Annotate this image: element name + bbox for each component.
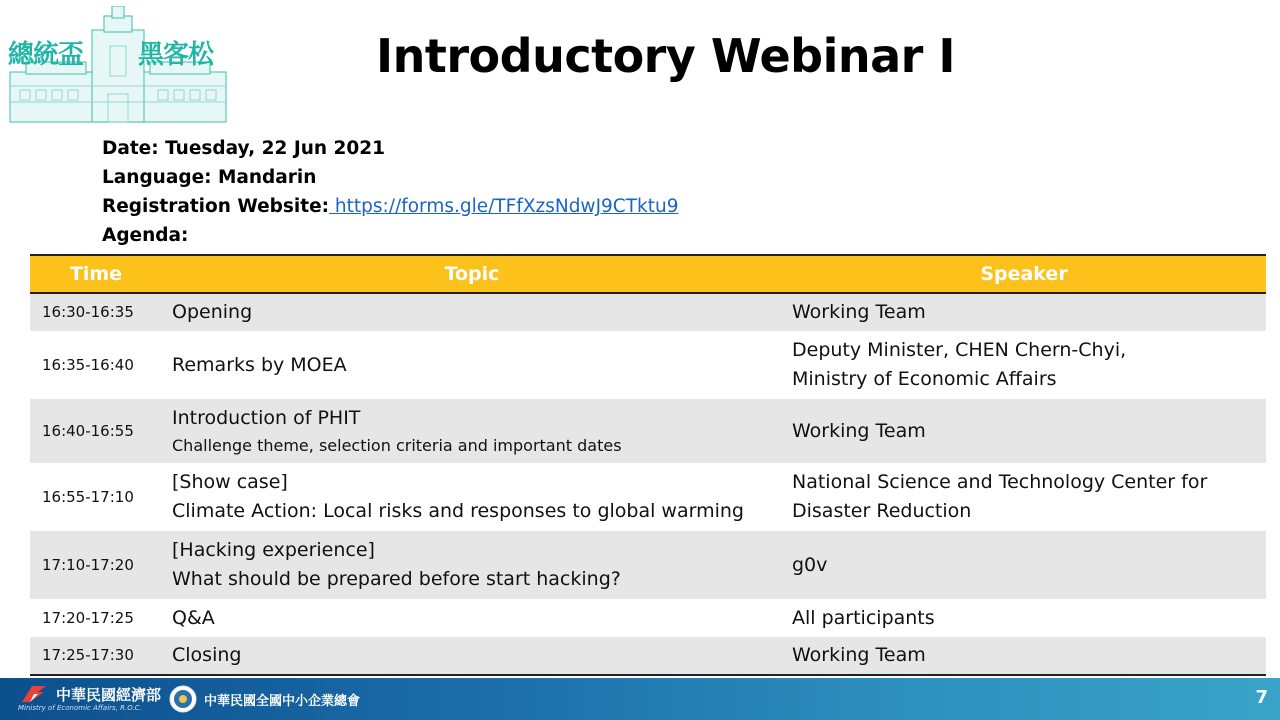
registration-line bbox=[102, 192, 678, 221]
page-title: Introductory Webinar I bbox=[376, 29, 955, 83]
table-row bbox=[30, 637, 1266, 675]
cell-speaker: Working Team bbox=[782, 637, 1266, 675]
cell-speaker bbox=[782, 331, 1266, 399]
cell-time: 17:10-17:20 bbox=[30, 531, 162, 599]
table-row bbox=[30, 331, 1266, 399]
logo-text-right: 黑客松 bbox=[138, 40, 214, 70]
table-row bbox=[30, 463, 1266, 531]
speaker-line: Deputy Minister, CHEN Chern-Chyi, bbox=[792, 339, 1127, 361]
event-info bbox=[102, 134, 678, 250]
cell-topic: Q&A bbox=[172, 606, 215, 629]
agenda-table bbox=[30, 254, 1266, 676]
header-topic: Topic bbox=[162, 255, 782, 293]
registration-label: Registration Website: bbox=[102, 196, 330, 217]
cell-time: 16:55-17:10 bbox=[42, 487, 134, 506]
cell-time: 16:40-16:55 bbox=[30, 399, 162, 463]
agenda-label: Agenda: bbox=[102, 225, 189, 246]
topic-subtitle: Challenge theme, selection criteria and important dates bbox=[172, 435, 622, 455]
logo-text-left: 總統盃 bbox=[8, 40, 84, 70]
speaker-line-2: Disaster Reduction bbox=[792, 500, 972, 522]
table-row bbox=[30, 599, 1266, 637]
registration-link[interactable]: https://forms.gle/TFfXzsNdwJ9CTktu9 bbox=[329, 196, 679, 217]
table-row bbox=[30, 531, 1266, 599]
cell-topic bbox=[162, 531, 782, 599]
table-row bbox=[30, 399, 1266, 463]
sme-association-emblem-icon bbox=[168, 684, 198, 714]
moea-name: 中華民國經濟部 bbox=[56, 686, 162, 704]
hackathon-logo bbox=[6, 6, 230, 126]
header-speaker: Speaker bbox=[782, 255, 1266, 293]
topic-line-2: What should be prepared before start hacking? bbox=[172, 568, 621, 590]
table-header-row bbox=[30, 255, 1266, 293]
cell-speaker bbox=[782, 463, 1266, 531]
moea-english-name: Ministry of Economic Affairs, R.O.C. bbox=[18, 704, 142, 712]
footer-bar bbox=[0, 678, 1280, 720]
sme-association-name: 中華民國全國中小企業總會 bbox=[204, 694, 361, 709]
cell-speaker: Working Team bbox=[782, 399, 1266, 463]
date-line: Date: Tuesday, 22 Jun 2021 bbox=[102, 138, 385, 159]
cell-time: 16:35-16:40 bbox=[42, 355, 134, 374]
topic-line-2: Climate Action: Local risks and responses to global warming bbox=[172, 500, 744, 522]
language-line: Language: Mandarin bbox=[102, 167, 317, 188]
topic-line: [Show case] bbox=[172, 471, 288, 493]
cell-time: 16:30-16:35 bbox=[30, 293, 162, 331]
cell-time: 17:20-17:25 bbox=[42, 608, 134, 627]
cell-topic: Remarks by MOEA bbox=[172, 353, 347, 376]
cell-topic: Opening bbox=[162, 293, 782, 331]
cell-topic: Closing bbox=[162, 637, 782, 675]
cell-topic bbox=[162, 463, 782, 531]
cell-time: 17:25-17:30 bbox=[30, 637, 162, 675]
header-time: Time bbox=[30, 255, 162, 293]
speaker-line-2: Ministry of Economic Affairs bbox=[792, 368, 1057, 390]
topic-line: [Hacking experience] bbox=[172, 539, 375, 561]
page-number: 7 bbox=[1255, 687, 1268, 708]
cell-topic bbox=[162, 399, 782, 463]
speaker-line: National Science and Technology Center for bbox=[792, 471, 1208, 493]
topic-line: Introduction of PHIT bbox=[172, 406, 361, 429]
moea-emblem-icon bbox=[18, 684, 50, 704]
cell-speaker: Working Team bbox=[782, 293, 1266, 331]
cell-speaker: All participants bbox=[792, 606, 935, 629]
table-row bbox=[30, 293, 1266, 331]
cell-speaker: g0v bbox=[782, 531, 1266, 599]
